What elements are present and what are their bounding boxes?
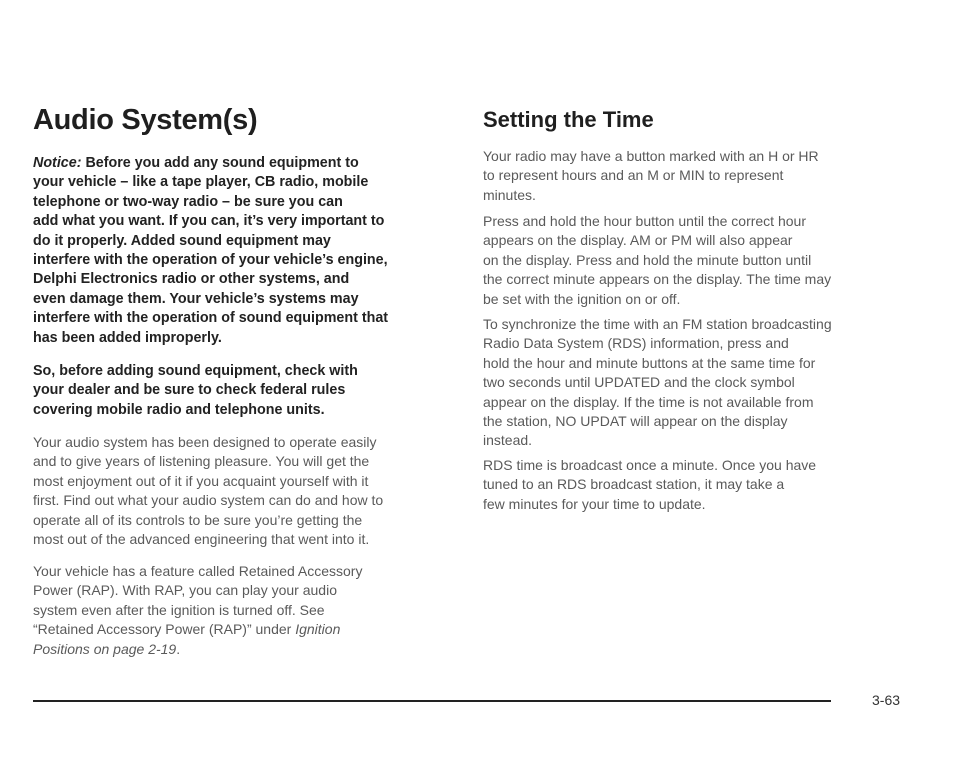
ignition-reference: Ignition [295,621,341,638]
paragraph-line: Press and hold the hour button until the correct hour [483,213,806,229]
paragraph-line: To synchronize the time with an FM station broadcasting [483,316,832,332]
paragraph-line: two seconds until UPDATED and the clock symbol [483,374,795,391]
paragraph-line [33,640,362,659]
paragraph-line: minutes. [483,186,536,203]
notice-paragraph [33,154,388,348]
notice-label: Notice: [33,155,82,171]
dealer-line: So, before adding sound equipment, check with [33,363,358,379]
notice-line-text: Before you add any sound equipment to [81,155,359,171]
notice-line: has been added improperly. [33,329,222,346]
notice-line: do it properly. Added sound equipment may [33,232,331,249]
paragraph-line: hold the hour and minute buttons at the same time for [483,354,816,371]
paragraph-line: the correct minute appears on the display. The time may [483,271,832,288]
page-number: 3-63 [872,692,901,708]
paragraph-line: be set with the ignition on or off. [483,290,681,307]
sentence-end: . [176,640,181,657]
paragraph-line: Your radio may have a button marked with an H or HR [483,148,819,164]
paragraph-line: system even after the ignition is turned off. See [33,601,325,618]
notice-line: interfere with the operation of sound equipment that [33,310,389,327]
paragraph-line: appears on the display. AM or PM will also appear [483,232,793,249]
notice-line: telephone or two-way radio – be sure you can [33,193,343,210]
set-hour-minute-paragraph [483,212,831,309]
paragraph-line: Power (RAP). With RAP, you can play your audio [33,582,337,599]
paragraph-line: RDS time is broadcast once a minute. Once you have [483,457,817,473]
paragraph-line: Your vehicle has a feature called Retained Accessory [33,563,363,579]
dealer-line: covering mobile radio and telephone units. [33,401,325,418]
rds-broadcast-paragraph [483,456,816,514]
paragraph-line-text: “Retained Accessory Power (RAP)” under [33,621,296,638]
notice-line: add what you want. If you can, it’s very important to [33,213,385,230]
dealer-line: your dealer and be sure to check federal rules [33,382,346,399]
paragraph-line: on the display. Press and hold the minute button until [483,251,812,268]
rap-paragraph [33,562,362,659]
notice-line: interfere with the operation of your vehicle’s engine, [33,252,388,269]
paragraph-line: instead. [483,432,533,449]
audio-system-heading: Audio System(s) [33,104,258,136]
paragraph-line: few minutes for your time to update. [483,495,706,512]
paragraph-line: the station, NO UPDAT will appear on the display [483,413,788,430]
footer-rule [33,700,831,702]
paragraph-line: appear on the display. If the time is not available from [483,393,814,410]
paragraph-line: Radio Data System (RDS) information, press and [483,335,789,352]
notice-line: Delphi Electronics radio or other systems, and [33,271,350,288]
notice-line: your vehicle – like a tape player, CB radio, mobile [33,174,369,191]
paragraph-line: Your audio system has been designed to operate easily [33,434,377,450]
rds-sync-paragraph [483,315,832,451]
paragraph-line: to represent hours and an M or MIN to represent [483,167,784,184]
notice-line: even damage them. Your vehicle’s systems may [33,290,359,307]
dealer-check-paragraph [33,362,358,420]
paragraph-line: most out of the advanced engineering that went into it. [33,531,370,548]
paragraph-line: most enjoyment out of it if you acquaint yourself with it [33,472,369,489]
setting-time-heading: Setting the Time [483,107,654,132]
time-intro-paragraph [483,147,819,205]
notice-line [33,154,388,173]
paragraph-line: operate all of its controls to be sure you’re getting the [33,511,363,528]
audio-intro-paragraph [33,433,383,549]
page-reference: Positions on page 2-19 [33,640,177,657]
paragraph-line: and to give years of listening pleasure. You will get the [33,453,370,470]
paragraph-line [33,620,362,639]
paragraph-line: tuned to an RDS broadcast station, it may take a [483,476,785,493]
paragraph-line: first. Find out what your audio system can do and how to [33,492,384,509]
